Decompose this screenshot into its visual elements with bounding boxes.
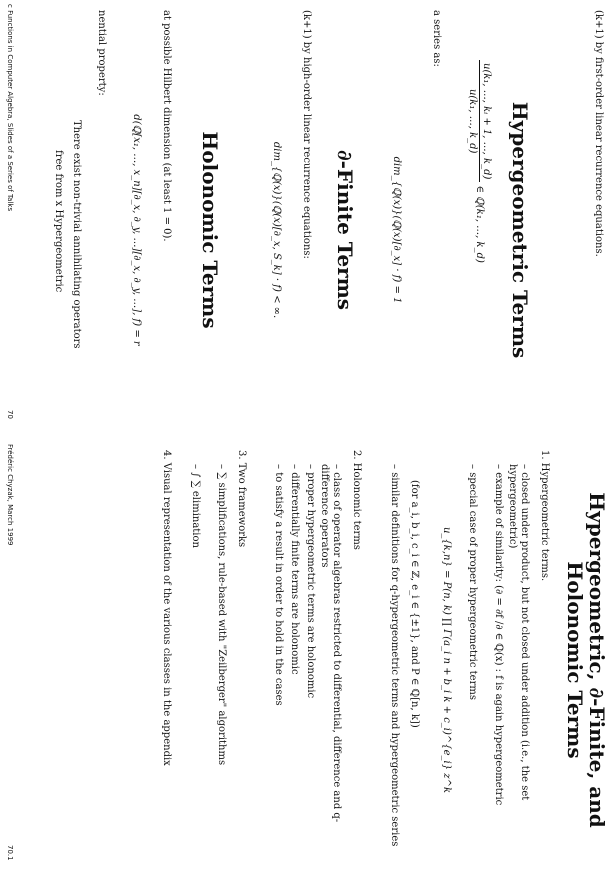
s3-item-1-text: – ∑ simplifications, rule-based with "Zeilberger" algorithms: [216, 464, 227, 765]
title-dfinite: ∂-Finite Terms: [333, 149, 357, 311]
s1-item-3: [466, 464, 478, 864]
s1-extra: [388, 464, 400, 864]
ratio-rhs: ∈ ℚ(k₁, …, k_d): [474, 185, 485, 263]
title-hypergeometric: Hypergeometric Terms: [508, 101, 532, 359]
holonomic-equation: d(ℚ[x₁, …, x_n][∂_x, ∂_y, …][∂_x, ∂_y, …], f) = r: [131, 114, 142, 346]
s3-item-2-text: – ∫ ∑ elimination: [190, 464, 201, 548]
s3-item-1: [215, 464, 227, 864]
property-item-2: free from x Hypergeometric: [53, 150, 64, 293]
s2-item-2-text: – proper hypergeometric terms are holonomic: [305, 464, 316, 698]
ratio-denominator: u(k₁, …, k_d): [467, 88, 478, 154]
ratio-equation: [467, 60, 492, 263]
s1-item-3-text: – special case of proper hypergeometric terms: [467, 464, 478, 700]
s2-item-4-text: – to satisfy a result in order to hold in the cases: [273, 464, 284, 706]
footer-author: Frédéric Chyzak, March 1999: [6, 444, 14, 546]
property-text: nential property:: [96, 10, 107, 96]
s1-condition: (for a_i, b_i, c_i ∈ ℤ, e_i ∈ {±1}, and P ∈ ℚ[n, k]): [409, 480, 420, 728]
series-note: a series as:: [431, 10, 442, 67]
s2-item-3-text: – differentially finite terms are holonomic: [289, 464, 300, 675]
s3-item-2: [189, 464, 201, 864]
section-4-heading: [160, 450, 172, 860]
s1-item-1-text: – closed under product, but not closed under addition (i.e., the set hypergeometric): [507, 464, 530, 800]
s2-item-3: [288, 464, 300, 864]
s2-item-1: [318, 464, 342, 864]
holonomic-text: at possible Hilbert dimension (at least 1 = 0).: [161, 10, 172, 242]
right-slide: [0, 440, 612, 877]
s1-equation: u_{k,n} = P(n, k) ∏ Γ(a_i n + b_i k + c_i)^{e_i} z^k: [441, 526, 452, 794]
section-4-text: 4. Visual representation of the various classes in the appendix: [161, 450, 172, 766]
s1-item-2: [492, 464, 504, 864]
title-holonomic: Holonomic Terms: [198, 131, 222, 329]
section-2-heading: 2. Holonomic terms: [351, 450, 362, 550]
s2-item-1-text: – class of operator algebras restricted to differential, difference and q-difference operators: [319, 464, 342, 822]
s2-item-4: [272, 464, 284, 864]
section-3-heading: 3. Two frameworks: [236, 450, 247, 548]
s1-item-1: [506, 464, 530, 864]
right-slide-title: Hypergeometric, ∂-Finite, and Holonomic Terms: [563, 492, 609, 828]
property-item-1: There exist non-trivial annihilating operators: [71, 120, 82, 349]
dfinite-text: (k+1) by high-order linear recurrence equations:: [301, 10, 312, 259]
dim-equation: dim_{ℚ(x)}(ℚ(x)[∂_x] · f) = 1: [391, 156, 402, 304]
s2-item-2: [304, 464, 316, 864]
s1-extra-text: – similar definitions for q-hypergeometric terms and hypergeometric series: [389, 464, 400, 846]
section-1-heading: 1. Hypergeometric terms.: [539, 450, 550, 582]
page-number-left: 70: [6, 410, 14, 419]
dfinite-equation: dim_{ℚ(x)}(ℚ(x)[∂_x, S_k] · f) < ∞.: [271, 141, 282, 319]
footer-left: c Functions in Computer Algebra, Slides of a Series of Talks: [6, 4, 14, 212]
intro-line: (k+1) by first-order linear recurrence equations.: [593, 10, 604, 257]
ratio-numerator: u(k₁, …, kᵢ + 1, …, k_d): [479, 60, 492, 182]
page-number-right: 70.1: [6, 845, 14, 861]
s1-item-2-text: – example of similarity: (∂ = ∂f /∂ ∈ ℚ(x) : f is again hypergeometric: [493, 464, 504, 805]
